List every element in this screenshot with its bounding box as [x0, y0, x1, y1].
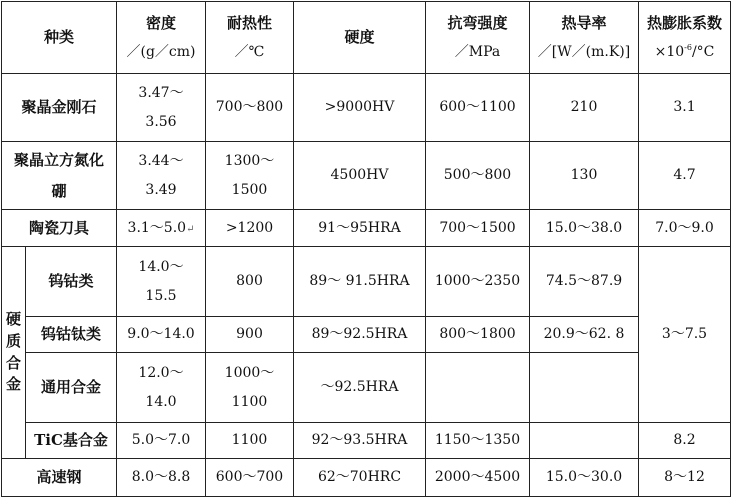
cell-bending: 700～1500	[426, 210, 530, 247]
cell-hardness: 62～70HRC	[294, 459, 426, 497]
cell-hardness: 92～93.5HRA	[294, 423, 426, 459]
row-name: 聚晶立方氮化 硼	[2, 142, 117, 210]
cell-density: 9.0～14.0	[117, 317, 206, 353]
cell-heat: >1200	[206, 210, 294, 247]
row-name: 通用合金	[26, 353, 117, 423]
cell-heat: 800	[206, 247, 294, 317]
cell-hardness: ～92.5HRA	[294, 353, 426, 423]
cell-conductivity: 15.0～38.0	[530, 210, 639, 247]
cell-heat: 1100	[206, 423, 294, 459]
cell-expansion: 8.2	[639, 423, 731, 459]
cell-expansion: 3.1	[639, 74, 731, 142]
row-name: 钨钴类	[26, 247, 117, 317]
cell-hardness: >9000HV	[294, 74, 426, 142]
header-thermal-conductivity: 热导率 ／[W／(m.K)]	[530, 2, 639, 74]
table-row-wc-co	[2, 247, 731, 317]
cell-hardness: 89～92.5HRA	[294, 317, 426, 353]
cell-heat: 900	[206, 317, 294, 353]
cell-bending: 1150～1350	[426, 423, 530, 459]
header-category: 种类	[2, 2, 117, 74]
cell-expansion: 8～12	[639, 459, 731, 497]
cell-bending: 2000～4500	[426, 459, 530, 497]
table-row-ceramic	[2, 210, 731, 247]
row-name: 高速钢	[2, 459, 117, 497]
header-heat-resistance: 耐热性 ／℃	[206, 2, 294, 74]
cell-density: 8.0～8.8	[117, 459, 206, 497]
cell-conductivity: 210	[530, 74, 639, 142]
cell-hardness: 4500HV	[294, 142, 426, 210]
cell-bending: 500～800	[426, 142, 530, 210]
header-row	[2, 2, 731, 74]
header-bending-strength: 抗弯强度 ／MPa	[426, 2, 530, 74]
table-row-general-alloy	[2, 353, 731, 423]
cell-density: 3.44～ 3.49	[117, 142, 206, 210]
header-density: 密度 ／(g／cm)	[117, 2, 206, 74]
table-row-tic-based	[2, 423, 731, 459]
cell-conductivity: 74.5～87.9	[530, 247, 639, 317]
cell-density: 3.1～5.0↵	[117, 210, 206, 247]
cell-expansion-hard-alloy: 3～7.5	[639, 247, 731, 423]
cell-conductivity	[530, 353, 639, 423]
cell-conductivity: 130	[530, 142, 639, 210]
cell-hardness: 89～ 91.5HRA	[294, 247, 426, 317]
row-name: TiC基合金	[26, 423, 117, 459]
cell-bending	[426, 353, 530, 423]
table-row-pcbn	[2, 142, 731, 210]
cell-bending: 600～1100	[426, 74, 530, 142]
cell-conductivity	[530, 423, 639, 459]
row-name: 聚晶金刚石	[2, 74, 117, 142]
table-row-wc-tic-co	[2, 317, 731, 353]
cell-bending: 800～1800	[426, 317, 530, 353]
cell-density: 3.47～ 3.56	[117, 74, 206, 142]
cell-heat: 600～700	[206, 459, 294, 497]
cell-density: 5.0～7.0	[117, 423, 206, 459]
cell-heat: 700～800	[206, 74, 294, 142]
cell-density: 12.0～ 14.0	[117, 353, 206, 423]
cell-conductivity: 15.0～30.0	[530, 459, 639, 497]
row-name: 陶瓷刀具	[2, 210, 117, 247]
table-row-pcd	[2, 74, 731, 142]
cell-density: 14.0～ 15.5	[117, 247, 206, 317]
cell-expansion: 7.0～9.0	[639, 210, 731, 247]
row-name: 钨钴钛类	[26, 317, 117, 353]
header-hardness: 硬度	[294, 2, 426, 74]
cell-hardness: 91～95HRA	[294, 210, 426, 247]
cell-heat: 1300～ 1500	[206, 142, 294, 210]
cell-heat: 1000～ 1100	[206, 353, 294, 423]
table-row-hss	[2, 459, 731, 497]
cell-conductivity: 20.9～62. 8	[530, 317, 639, 353]
cell-expansion: 4.7	[639, 142, 731, 210]
header-thermal-expansion: 热膨胀系数 $\times 10^{-6}/^\circ C$	[639, 2, 731, 74]
material-properties-table	[1, 1, 731, 497]
hard-alloy-group-label: 硬 质 合 金	[2, 247, 26, 459]
cell-bending: 1000～2350	[426, 247, 530, 317]
